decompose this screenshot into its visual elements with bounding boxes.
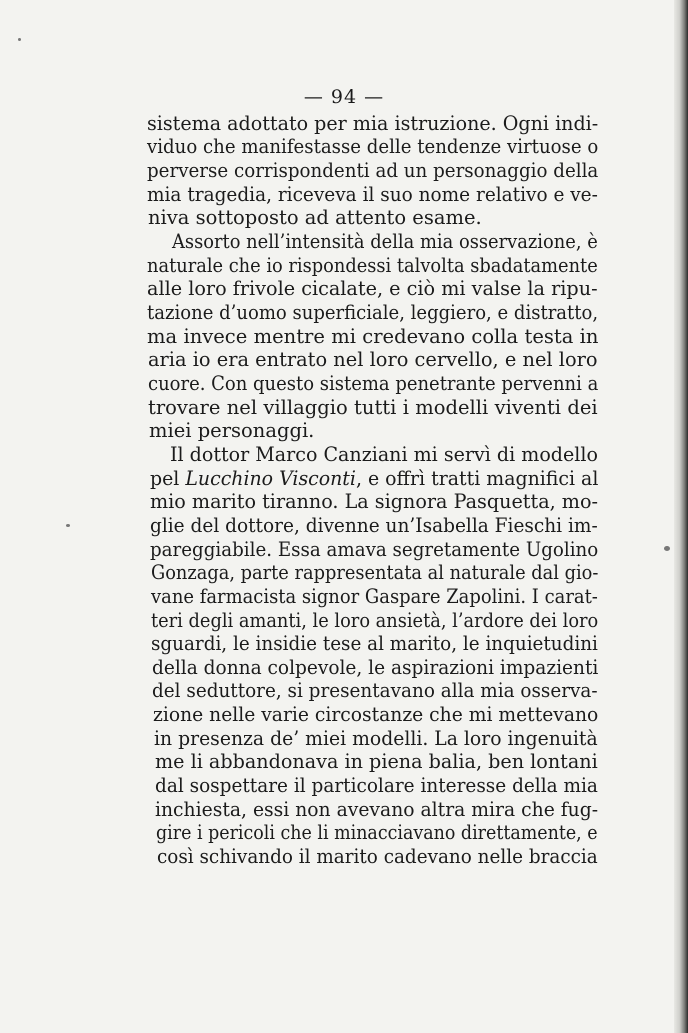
text-line: Gonzaga, parte rappresentata al naturale dal gio-: [151, 561, 599, 584]
text-line: Il dottor Marco Canziani mi servì di modello: [170, 443, 598, 466]
text-line: del seduttore, si presentavano alla mia osserva-: [152, 679, 598, 702]
text-line: me li abbandonava in piena balia, ben lontani: [155, 750, 598, 773]
text-line-italic-title: [150, 467, 598, 491]
page-number: — 94 —: [303, 86, 385, 108]
text-line: sistema adottato per mia istruzione. Ogni indi-: [147, 112, 599, 135]
text-line: glie del dottore, divenne un’Isabella Fieschi im-: [150, 514, 598, 537]
text-line: della donna colpevole, le aspirazioni impazienti: [152, 656, 599, 679]
text-line: trovare nel villaggio tutti i modelli viventi dei: [148, 396, 598, 419]
text-line: vane farmacista signor Gaspare Zapolini. I carat-: [151, 585, 598, 608]
text-line: teri degli amanti, le loro ansietà, l’ardore dei loro: [151, 609, 599, 632]
text-line: alle loro frivole cicalate, e ciò mi valse la ripu-: [147, 277, 598, 300]
text-line: sguardi, le insidie tese al marito, le inquietudini: [151, 632, 598, 655]
text-line: cuore. Con questo sistema penetrante pervenni a: [148, 372, 599, 395]
paper-speck: [18, 38, 21, 41]
paper-speck: [664, 546, 670, 551]
text-line: miei personaggi.: [149, 419, 315, 442]
text-line: mio marito tiranno. La signora Pasquetta, mo-: [150, 490, 598, 513]
text-line: niva sottoposto ad attento esame.: [148, 206, 482, 229]
text-line: aria io era entrato nel loro cervello, e nel loro: [148, 348, 598, 371]
text-line: Assorto nell’intensità della mia osservazione, è: [172, 230, 598, 253]
text-line: inchiesta, essi non avevano altra mira che fug-: [155, 798, 599, 821]
text-fragment: , e offrì tratti magnifici al: [355, 467, 599, 490]
text-line: in presenza de’ miei modelli. La loro ingenuità: [154, 727, 598, 750]
text-line: gire i pericoli che li minacciavano direttamente, e: [156, 821, 598, 844]
text-line: così schivando il marito cadevano nelle braccia: [157, 845, 598, 868]
text-line: ma invece mentre mi credevano colla testa in: [147, 325, 599, 348]
italic-title: Lucchino Visconti: [185, 467, 356, 490]
text-line: zione nelle varie circostanze che mi mettevano: [153, 703, 599, 726]
text-line: mia tragedia, riceveva il suo nome relativo e ve-: [147, 183, 598, 206]
text-line: naturale che io rispondessi talvolta sbadatamente: [147, 254, 598, 277]
text-line: pareggiabile. Essa amava segretamente Ugolino: [150, 538, 599, 561]
text-line: dal sospettare il particolare interesse della mia: [155, 774, 598, 797]
text-line: tazione d’uomo superficiale, leggiero, e distratto,: [147, 301, 599, 324]
body-text: [0, 112, 688, 872]
paper-speck: [66, 524, 70, 527]
text-line: perverse corrispondenti ad un personaggio della: [147, 159, 599, 182]
text-fragment: pel: [150, 467, 186, 490]
text-line: viduo che manifestasse delle tendenze virtuose o: [147, 135, 599, 158]
